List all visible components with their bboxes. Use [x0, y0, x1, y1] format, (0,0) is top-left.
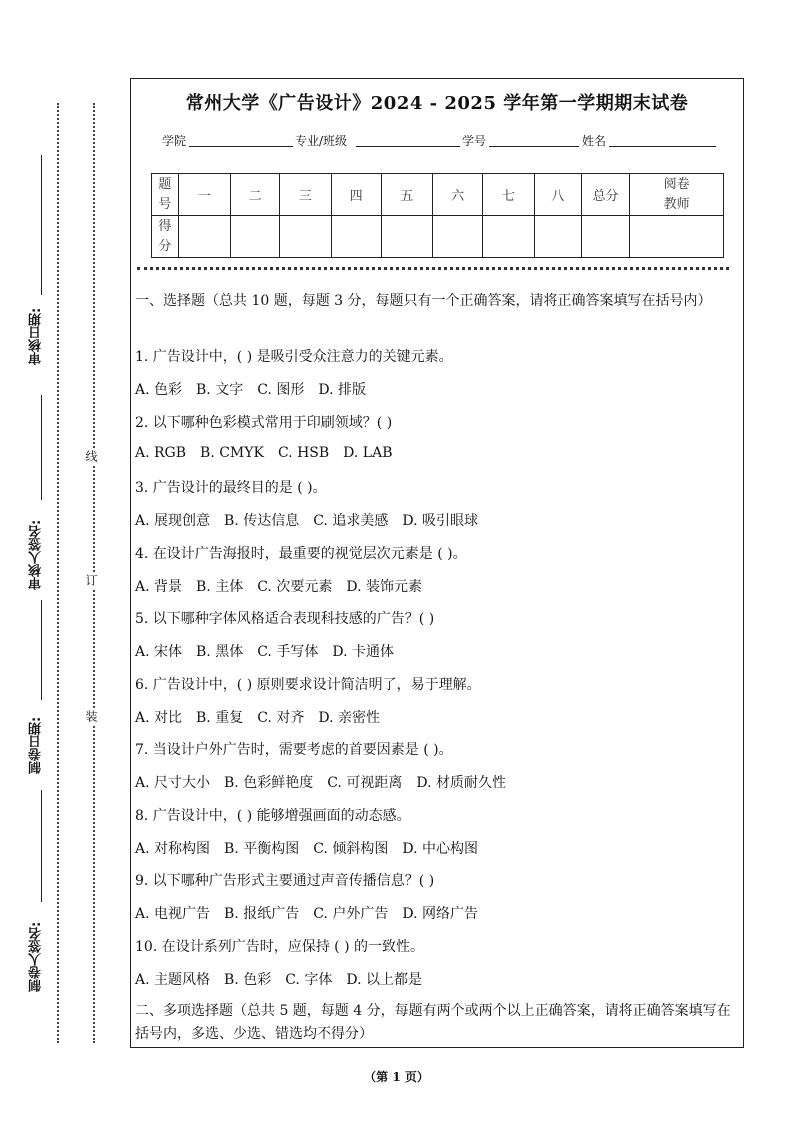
option-b[interactable]: B. 主体 — [196, 578, 244, 595]
option-a[interactable]: A. RGB — [135, 444, 187, 461]
question-stem: 5. 以下哪种字体风格适合表现科技感的广告？( ) — [135, 611, 435, 627]
question-options — [135, 641, 735, 661]
question-options — [135, 445, 735, 465]
review-date-line — [41, 155, 43, 295]
option-b[interactable]: B. 色彩鲜艳度 — [224, 775, 314, 791]
option-c[interactable]: C. 图形 — [257, 382, 305, 398]
college-label: 学院 — [162, 134, 187, 148]
option-c[interactable]: C. 次要元素 — [257, 578, 333, 595]
question-options — [135, 379, 735, 399]
score-cell[interactable] — [381, 216, 432, 258]
binding-mark-install: 装 — [84, 710, 98, 722]
col-5: 五 — [381, 174, 432, 216]
name-field[interactable] — [609, 146, 716, 147]
option-d[interactable]: D. 排版 — [318, 382, 366, 398]
score-table-header-row — [152, 174, 724, 216]
row-head-number: 题号 — [152, 174, 179, 216]
option-a[interactable]: A. 主题风格 — [135, 971, 211, 988]
option-c[interactable]: C. 对齐 — [257, 709, 305, 726]
section2-heading: 二、多项选择题（总共 5 题，每题 4 分，每题有两个或两个以上正确答案，请将正确答案填写在括号内，多选、少选、错选均不得分） — [135, 1003, 731, 1042]
exam-title: 常州大学《广告设计》2024 - 2025 学年第一学期期末试卷 — [185, 93, 689, 114]
option-d[interactable]: D. 亲密性 — [318, 709, 380, 726]
major-label: 专业/班级 — [295, 134, 348, 148]
option-b[interactable]: B. 报纸广告 — [224, 906, 300, 922]
student-id-label: 学号 — [462, 134, 487, 148]
option-a[interactable]: A. 色彩 — [135, 382, 183, 398]
section1-heading: 一、选择题（总共 10 题，每题 3 分，每题只有一个正确答案，请将正确答案填写在括号内） — [135, 293, 712, 309]
option-c[interactable]: C. 手写体 — [257, 644, 319, 660]
question-options — [135, 510, 735, 530]
option-b[interactable]: B. 传达信息 — [224, 513, 300, 529]
college-field[interactable] — [189, 146, 293, 147]
row-head-score: 得分 — [152, 216, 179, 258]
option-a[interactable]: A. 宋体 — [135, 644, 183, 660]
question-stem: 8. 广告设计中，( ) 能够增强画面的动态感。 — [135, 807, 411, 824]
option-b[interactable]: B. 平衡构图 — [224, 840, 300, 857]
question-stem: 2. 以下哪种色彩模式常用于印刷领域？( ) — [135, 414, 393, 431]
option-a[interactable]: A. 对称构图 — [135, 840, 211, 857]
maker-sign-line — [41, 790, 43, 902]
option-d[interactable]: D. 吸引眼球 — [402, 513, 478, 529]
option-c[interactable]: C. 追求美感 — [313, 513, 389, 529]
option-a[interactable]: A. 背景 — [135, 578, 183, 595]
option-b[interactable]: B. 文字 — [196, 382, 244, 398]
page-number: （第 1 页） — [364, 1070, 429, 1084]
option-c[interactable]: C. 倾斜构图 — [313, 840, 389, 857]
option-b[interactable]: B. 色彩 — [224, 971, 272, 988]
option-c[interactable]: C. 字体 — [285, 971, 333, 988]
major-field[interactable] — [356, 146, 460, 147]
make-date-line — [41, 600, 43, 700]
option-b[interactable]: B. 重复 — [196, 709, 244, 726]
question-options — [135, 838, 735, 858]
binding-mark-line: 线 — [84, 450, 98, 462]
option-b[interactable]: B. CMYK — [200, 444, 264, 461]
maker-sign-label: 制卷人签名: — [29, 921, 44, 992]
option-d[interactable]: D. 中心构图 — [402, 840, 478, 857]
col-6: 六 — [433, 174, 483, 216]
score-cell[interactable] — [331, 216, 381, 258]
student-id-field[interactable] — [489, 146, 579, 147]
binding-dotted-line-outer — [57, 103, 59, 1043]
option-a[interactable]: A. 尺寸大小 — [135, 775, 211, 791]
score-cell[interactable] — [230, 216, 279, 258]
col-8: 八 — [534, 174, 581, 216]
grader-label: 阅卷教师 — [663, 176, 690, 212]
question-stem: 1. 广告设计中，( ) 是吸引受众注意力的关键元素。 — [135, 349, 453, 365]
name-label: 姓名 — [582, 134, 607, 148]
option-c[interactable]: C. 可视距离 — [327, 775, 403, 791]
option-d[interactable]: D. 以上都是 — [346, 971, 422, 988]
option-c[interactable]: C. HSB — [277, 444, 330, 461]
question-stem: 7. 当设计户外广告时，需要考虑的首要因素是 ( )。 — [135, 742, 453, 758]
option-c[interactable]: C. 户外广告 — [313, 906, 389, 922]
col-3: 三 — [280, 174, 331, 216]
question-options — [135, 576, 735, 596]
col-7: 七 — [483, 174, 534, 216]
make-date-label: 制卷日期: — [29, 716, 44, 774]
question-stem: 3. 广告设计的最终目的是 ( )。 — [135, 480, 327, 496]
score-cell-grader[interactable] — [630, 216, 724, 258]
score-cell-total[interactable] — [581, 216, 629, 258]
option-a[interactable]: A. 电视广告 — [135, 906, 211, 922]
question-options — [135, 969, 735, 989]
col-2: 二 — [230, 174, 279, 216]
question-options — [135, 772, 735, 792]
score-table-score-row — [152, 216, 724, 258]
score-cell[interactable] — [534, 216, 581, 258]
score-cell[interactable] — [178, 216, 230, 258]
question-stem: 6. 广告设计中，( ) 原则要求设计简洁明了，易于理解。 — [135, 676, 481, 693]
reviewer-sign-line — [41, 395, 43, 500]
reviewer-sign-label: 审核人签名: — [29, 519, 44, 590]
option-a[interactable]: A. 对比 — [135, 709, 183, 726]
question-stem: 4. 在设计广告海报时，最重要的视觉层次元素是 ( )。 — [135, 545, 467, 562]
col-total: 总分 — [581, 174, 629, 216]
score-cell[interactable] — [483, 216, 534, 258]
score-cell[interactable] — [280, 216, 331, 258]
option-d[interactable]: D. 装饰元素 — [346, 578, 422, 595]
col-grader — [630, 174, 724, 216]
option-d[interactable]: D. 材质耐久性 — [416, 775, 506, 791]
option-b[interactable]: B. 黑体 — [196, 644, 244, 660]
question-options — [135, 903, 735, 923]
option-d[interactable]: D. 网络广告 — [402, 906, 478, 922]
question-stem: 9. 以下哪种广告形式主要通过声音传播信息？( ) — [135, 873, 435, 889]
header-separator — [137, 267, 729, 270]
option-d[interactable]: D. LAB — [343, 444, 393, 461]
question-stem: 10. 在设计系列广告时，应保持 ( ) 的一致性。 — [135, 938, 424, 955]
score-table — [151, 173, 724, 258]
binding-mark-order: 订 — [84, 574, 98, 586]
col-4: 四 — [331, 174, 381, 216]
review-date-label: 审核日期: — [29, 307, 44, 365]
score-cell[interactable] — [433, 216, 483, 258]
col-1: 一 — [178, 174, 230, 216]
option-a[interactable]: A. 展现创意 — [135, 513, 211, 529]
question-options — [135, 707, 735, 727]
option-d[interactable]: D. 卡通体 — [332, 644, 394, 660]
